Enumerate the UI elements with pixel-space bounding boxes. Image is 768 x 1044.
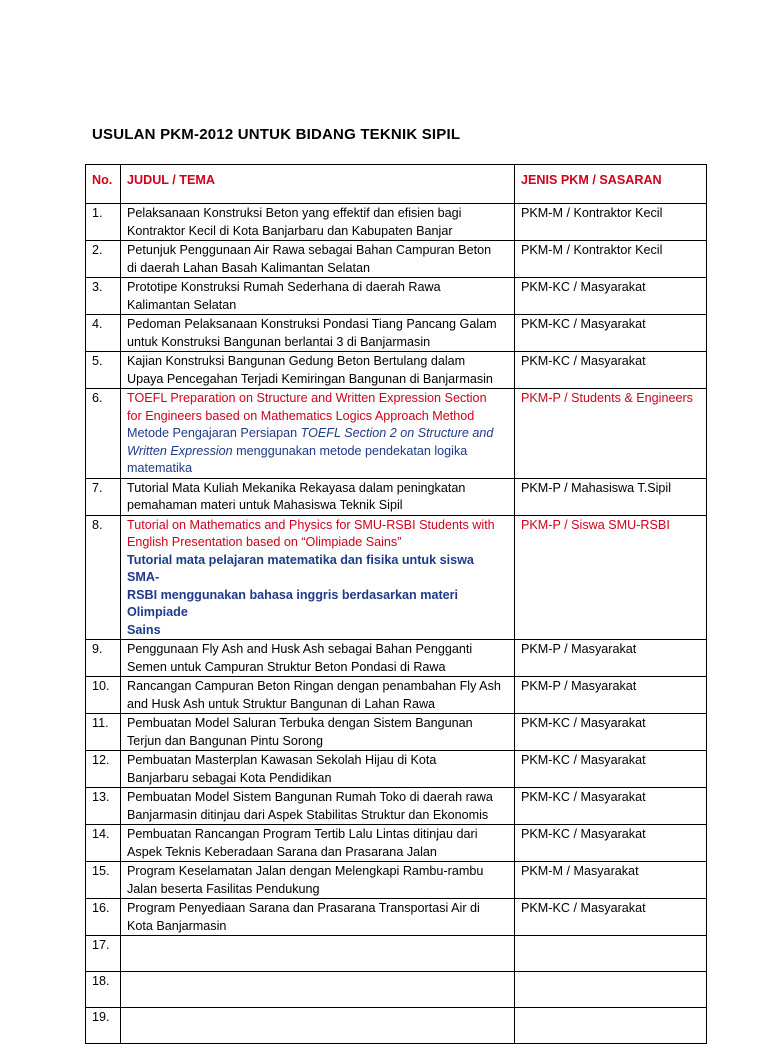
- table-row: [86, 515, 707, 640]
- row-jenis: PKM-P / Students & Engineers: [515, 389, 707, 479]
- judul-line: Pembuatan Rancangan Program Tertib Lalu Lintas ditinjau dari: [127, 827, 478, 841]
- row-number: 19.: [86, 1008, 121, 1044]
- row-number: 15.: [86, 862, 121, 899]
- row-jenis: PKM-KC / Masyarakat: [515, 788, 707, 825]
- table-row-empty: [86, 936, 707, 972]
- row-jenis: PKM-KC / Masyarakat: [515, 714, 707, 751]
- indonesian-desc-line: [127, 443, 508, 461]
- judul-line: pemahaman materi untuk Mahasiswa Teknik Sipil: [127, 498, 403, 512]
- table-row: [86, 389, 707, 479]
- indonesian-desc-line: Tutorial mata pelajaran matematika dan fisika untuk siswa SMA-: [127, 552, 474, 584]
- table-row: [86, 714, 707, 751]
- row-jenis-empty: [515, 972, 707, 1008]
- row-jenis: PKM-M / Kontraktor Kecil: [515, 204, 707, 241]
- judul-line: untuk Konstruksi Bangunan berlantai 3 di Banjarmasin: [127, 334, 431, 349]
- english-title-line: Tutorial on Mathematics and Physics for SMU-RSBI Students with: [127, 517, 495, 532]
- row-jenis: PKM-M / Masyarakat: [515, 862, 707, 899]
- table-row: [86, 315, 707, 352]
- row-number: 16.: [86, 899, 121, 936]
- judul-line: Aspek Teknis Keberadaan Sarana dan Prasarana Jalan: [127, 844, 437, 859]
- judul-line: Jalan beserta Fasilitas Pendukung: [127, 881, 320, 896]
- desc-text: Metode Pengajaran Persiapan: [127, 426, 301, 440]
- judul-line: Kalimantan Selatan: [127, 297, 237, 312]
- row-number: 18.: [86, 972, 121, 1008]
- judul-line: Upaya Pencegahan Terjadi Kemiringan Bangunan di Banjarmasin: [127, 371, 493, 386]
- table-row: [86, 825, 707, 862]
- row-judul: [121, 751, 515, 788]
- row-judul: [121, 278, 515, 315]
- proposal-table: [85, 164, 707, 1044]
- row-jenis: PKM-P / Masyarakat: [515, 677, 707, 714]
- judul-line: Tutorial Mata Kuliah Mekanika Rekayasa dalam peningkatan: [127, 480, 466, 495]
- row-judul: [121, 714, 515, 751]
- english-title-line: English Presentation based on “Olimpiade Sains”: [127, 535, 402, 549]
- table-row: [86, 640, 707, 677]
- indonesian-desc-line: matematika: [127, 461, 193, 475]
- row-judul: [121, 677, 515, 714]
- row-number: 12.: [86, 751, 121, 788]
- judul-line: Petunjuk Penggunaan Air Rawa sebagai Bahan Campuran Beton: [127, 243, 492, 257]
- row-number: 3.: [86, 278, 121, 315]
- judul-line: Kota Banjarmasin: [127, 918, 227, 933]
- table-row: [86, 788, 707, 825]
- row-judul-empty: [121, 1008, 515, 1044]
- header-jenis: JENIS PKM / SASARAN: [515, 165, 707, 204]
- row-number: 13.: [86, 788, 121, 825]
- row-judul-empty: [121, 972, 515, 1008]
- judul-line: Pelaksanaan Konstruksi Beton yang effektif dan efisien bagi: [127, 206, 462, 220]
- row-jenis: PKM-KC / Masyarakat: [515, 315, 707, 352]
- row-judul: [121, 862, 515, 899]
- judul-line: Kontraktor Kecil di Kota Banjarbaru dan Kabupaten Banjar: [127, 223, 453, 238]
- table-row: [86, 478, 707, 515]
- judul-line: Penggunaan Fly Ash and Husk Ash sebagai Bahan Pengganti: [127, 642, 473, 656]
- desc-italic-text: Written Expression: [127, 443, 233, 458]
- table-row: [86, 278, 707, 315]
- row-jenis: PKM-KC / Masyarakat: [515, 278, 707, 315]
- header-judul: JUDUL / TEMA: [121, 165, 515, 204]
- row-jenis-empty: [515, 936, 707, 972]
- row-judul: [121, 204, 515, 241]
- row-jenis: PKM-P / Mahasiswa T.Sipil: [515, 478, 707, 515]
- row-judul: [121, 825, 515, 862]
- judul-line: di daerah Lahan Basah Kalimantan Selatan: [127, 260, 370, 275]
- header-no: No.: [86, 165, 121, 204]
- row-number: 4.: [86, 315, 121, 352]
- row-judul: [121, 640, 515, 677]
- row-number: 7.: [86, 478, 121, 515]
- table-row: [86, 241, 707, 278]
- row-jenis: PKM-P / Masyarakat: [515, 640, 707, 677]
- desc-italic-text: TOEFL Section 2 on Structure and: [300, 426, 494, 440]
- row-number: 8.: [86, 515, 121, 640]
- table-row-empty: [86, 1008, 707, 1044]
- table-row: [86, 751, 707, 788]
- judul-line: Banjarbaru sebagai Kota Pendidikan: [127, 770, 332, 785]
- english-title-line: for Engineers based on Mathematics Logics Approach Method: [127, 408, 475, 423]
- row-number: 10.: [86, 677, 121, 714]
- judul-line: and Husk Ash untuk Struktur Bangunan di Lahan Rawa: [127, 696, 436, 711]
- row-jenis: PKM-KC / Masyarakat: [515, 751, 707, 788]
- judul-line: Terjun dan Bangunan Pintu Sorong: [127, 733, 324, 748]
- judul-line: Pembuatan Model Sistem Bangunan Rumah Toko di daerah rawa: [127, 790, 493, 804]
- table-row: [86, 899, 707, 936]
- row-judul: [121, 788, 515, 825]
- row-jenis-empty: [515, 1008, 707, 1044]
- indonesian-desc-line: RSBI menggunakan bahasa inggris berdasarkan materi Olimpiade: [127, 587, 459, 619]
- row-jenis: PKM-P / Siswa SMU-RSBI: [515, 515, 707, 640]
- row-number: 17.: [86, 936, 121, 972]
- row-number: 9.: [86, 640, 121, 677]
- table-row-empty: [86, 972, 707, 1008]
- row-judul: [121, 352, 515, 389]
- judul-line: Pembuatan Model Saluran Terbuka dengan Sistem Bangunan: [127, 716, 473, 730]
- judul-line: Rancangan Campuran Beton Ringan dengan penambahan Fly Ash: [127, 679, 501, 693]
- table-row: [86, 204, 707, 241]
- page-title: USULAN PKM-2012 UNTUK BIDANG TEKNIK SIPIL: [92, 126, 461, 143]
- row-jenis: PKM-KC / Masyarakat: [515, 899, 707, 936]
- row-judul: [121, 899, 515, 936]
- row-judul: [121, 478, 515, 515]
- judul-line: Program Keselamatan Jalan dengan Melengkapi Rambu-rambu: [127, 864, 484, 878]
- row-judul: [121, 389, 515, 479]
- judul-line: Pedoman Pelaksanaan Konstruksi Pondasi Tiang Pancang Galam: [127, 317, 497, 331]
- row-judul: [121, 315, 515, 352]
- judul-line: Banjarmasin ditinjau dari Aspek Stabilitas Struktur dan Ekonomis: [127, 807, 489, 822]
- table-header-row: [86, 165, 707, 204]
- row-jenis: PKM-KC / Masyarakat: [515, 352, 707, 389]
- row-number: 2.: [86, 241, 121, 278]
- table-row: [86, 352, 707, 389]
- judul-line: Kajian Konstruksi Bangunan Gedung Beton Bertulang dalam: [127, 354, 466, 368]
- desc-text: menggunakan metode pendekatan logika: [232, 443, 468, 458]
- row-judul: [121, 241, 515, 278]
- table-row: [86, 862, 707, 899]
- row-jenis: PKM-KC / Masyarakat: [515, 825, 707, 862]
- row-number: 1.: [86, 204, 121, 241]
- indonesian-desc-line: [127, 425, 508, 443]
- judul-line: Pembuatan Masterplan Kawasan Sekolah Hijau di Kota: [127, 753, 437, 767]
- row-judul-empty: [121, 936, 515, 972]
- table-row: [86, 677, 707, 714]
- english-title-line: TOEFL Preparation on Structure and Written Expression Section: [127, 391, 487, 405]
- row-number: 6.: [86, 389, 121, 479]
- row-jenis: PKM-M / Kontraktor Kecil: [515, 241, 707, 278]
- judul-line: Semen untuk Campuran Struktur Beton Pondasi di Rawa: [127, 659, 446, 674]
- row-number: 5.: [86, 352, 121, 389]
- judul-line: Program Penyediaan Sarana dan Prasarana Transportasi Air di: [127, 901, 480, 915]
- row-judul: [121, 515, 515, 640]
- row-number: 11.: [86, 714, 121, 751]
- judul-line: Prototipe Konstruksi Rumah Sederhana di daerah Rawa: [127, 280, 441, 294]
- row-number: 14.: [86, 825, 121, 862]
- indonesian-desc-line: Sains: [127, 622, 161, 637]
